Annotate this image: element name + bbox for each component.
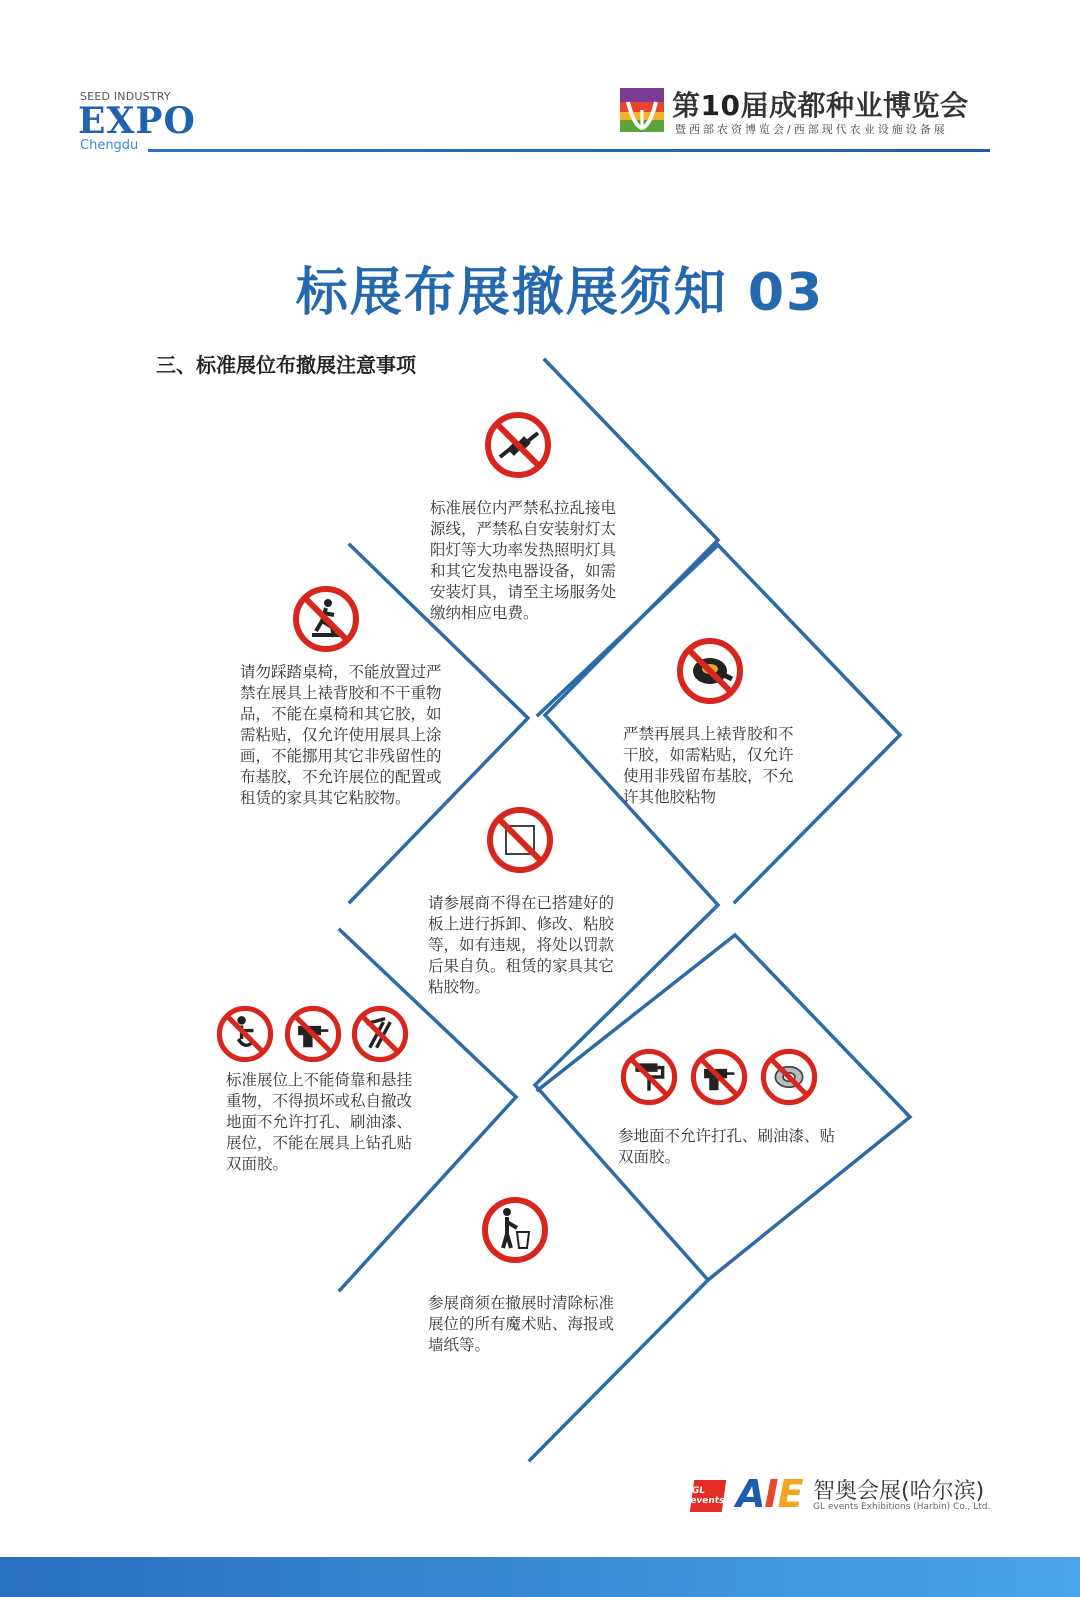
logo-letter-e: E: [777, 1472, 803, 1516]
section-heading: 三、标准展位布撤展注意事项: [156, 353, 416, 377]
logo-letter-i: I: [764, 1472, 778, 1516]
rule-text-1: 标准展位内严禁私拉乱接电源线，严禁私自安装射灯太阳灯等大功率发热照明灯具和其它发热电器设备，如需安装灯具，请至主场服务处缴纳相应电费。: [430, 499, 617, 622]
gl-events-badge: GL events: [690, 1480, 726, 1512]
no-cable-icon: [484, 411, 552, 479]
no-nailing-icon: [351, 1005, 409, 1063]
expo-city-label: Chengdu: [80, 138, 139, 153]
fair-subtitle: 暨西部农资博览会/西部现代农业设施设备展: [675, 123, 948, 136]
fair-title-prefix: 第: [672, 89, 701, 122]
fair-title-number: 10: [700, 89, 741, 122]
no-drilling-icon-2: [690, 1048, 748, 1106]
fair-title-suffix: 届成都种业博览会: [740, 89, 969, 122]
company-name-cn: 智奥会展(哈尔滨): [813, 1479, 985, 1504]
rule-text-3: 严禁再展具上裱背胶和不干胶，如需粘贴，仅允许使用非残留布基胶，不允许其他胶粘物: [623, 725, 794, 806]
dispose-trash-icon: [481, 1196, 549, 1264]
no-modify-board-icon: [486, 806, 554, 874]
no-tape-icon: [676, 637, 744, 705]
logo-letter-a: A: [736, 1472, 765, 1516]
rule-text-5: 标准展位上不能倚靠和悬挂重物，不得损坏或私自撤改地面不允许打孔、刷油漆、展位，不能在展具上钻孔贴双面胶。: [226, 1071, 413, 1173]
expo-logo-text: EXPO: [78, 100, 196, 142]
no-drilling-icon: [284, 1005, 342, 1063]
no-tape-icon-2: [760, 1048, 818, 1106]
no-climbing-icon: [292, 585, 360, 653]
company-name-en: GL events Exhibitions (Harbin) Co., Ltd.: [813, 1502, 991, 1512]
rule-text-7: 参展商须在撤展时清除标准展位的所有魔术贴、海报或墙纸等。: [428, 1294, 615, 1354]
rule-text-4: 请参展商不得在已搭建好的板上进行拆卸、修改、粘胶等，如有违规，将处以罚款后果自负。租赁的家具其它粘胶物。: [428, 894, 615, 996]
rule-text-6: 参地面不允许打孔、刷油漆、贴双面胶。: [618, 1127, 836, 1166]
expo-small-label: SEED INDUSTRY: [80, 90, 171, 103]
no-hanging-icon: [216, 1005, 274, 1063]
aie-logo: [736, 1472, 803, 1516]
footer-bar: [0, 1557, 1080, 1597]
rule-text-2: 请勿踩踏桌椅，不能放置过严禁在展具上裱背胶和不干重物品，不能在桌椅和其它胶，如需粘贴，仅允许使用展具上涂画，不能挪用其它非残留性的布基胶，不允许展位的配置或租赁的家具其它粘胶物。: [240, 663, 442, 807]
no-painting-icon: [620, 1048, 678, 1106]
page-title: 标展布展撤展须知 03: [295, 263, 825, 323]
